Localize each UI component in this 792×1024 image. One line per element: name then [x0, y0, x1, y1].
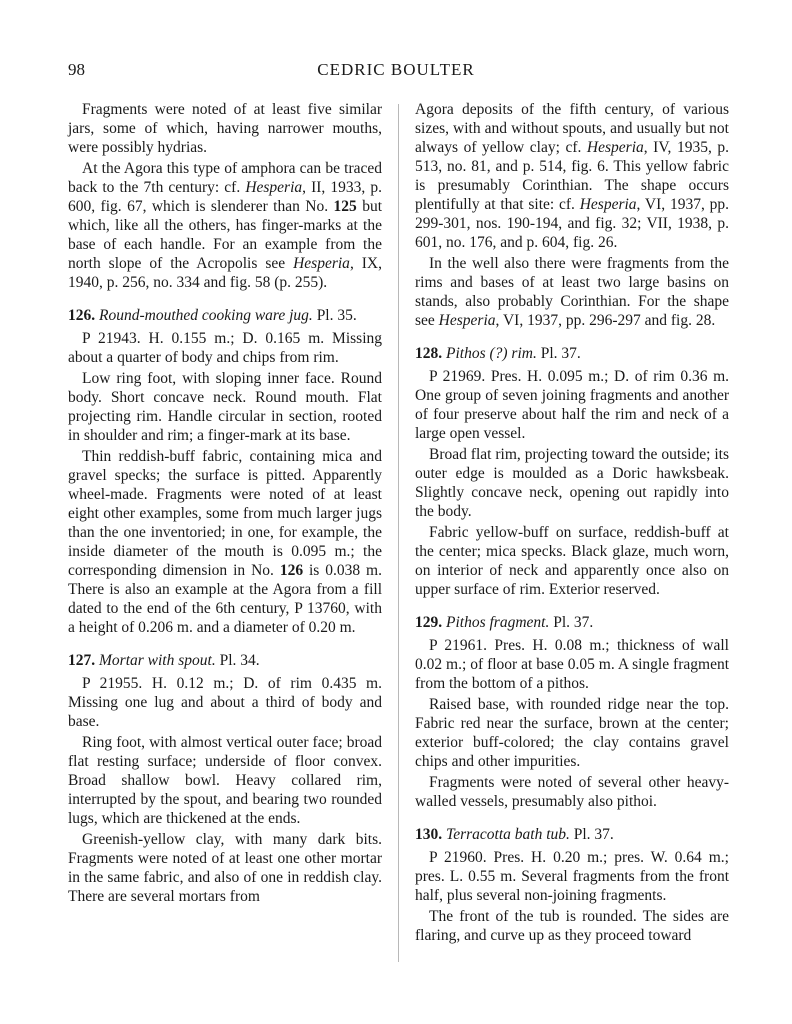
catalogue-entry-heading: 129. Pithos fragment. Pl. 37. [415, 614, 594, 631]
paragraph: P 21969. Pres. H. 0.095 m.; D. of rim 0.36 m. One group of seven joining fragments and another of four preserve about half the rim and neck of a large open vessel. [415, 368, 729, 442]
paragraph: Thin reddish-buff fabric, containing mica and gravel specks; the surface is pitted. Apparently wheel-made. Fragments were noted of at least eight other examples, some from much larger jugs than the one inventoried; in one, for example, the inside diameter of the mouth is 0.095 m.; the corresponding dimension in No. 126 is 0.038 m. There is also an example at the Agora from a fill dated to the end of the 6th century, P 13760, with a height of 0.206 m. and a diameter of 0.20 m. [68, 448, 382, 636]
paragraph: P 21943. H. 0.155 m.; D. 0.165 m. Missing about a quarter of body and chips from rim. [68, 330, 382, 366]
paragraph: P 21961. Pres. H. 0.08 m.; thickness of wall 0.02 m.; of floor at base 0.05 m. A single fragment from the bottom of a pithos. [415, 637, 729, 692]
paragraph: P 21955. H. 0.12 m.; D. of rim 0.435 m. Missing one lug and about a third of body and base. [68, 675, 382, 730]
paragraph: Fabric yellow-buff on surface, reddish-buff at the center; mica specks. Black glaze, much worn, on interior of neck and apparently once also on upper surface of rim. Exterior reserved. [415, 524, 729, 598]
left-column [68, 100, 382, 908]
paragraph: Raised base, with rounded ridge near the top. Fabric red near the surface, brown at the center; exterior buff-colored; the clay contains gravel chips and other impurities. [415, 696, 729, 770]
catalogue-entry-heading: 126. Round-mouthed cooking ware jug. Pl. 35. [68, 307, 357, 324]
page-header [0, 60, 792, 84]
paragraph: Low ring foot, with sloping inner face. Round body. Short concave neck. Round mouth. Flat projecting rim. Handle circular in section, rooted in shoulder and rim; a finger-mark at its base. [68, 370, 382, 444]
paragraph: At the Agora this type of amphora can be traced back to the 7th century: cf. Hesperia, II, 1933, p. 600, fig. 67, which is slenderer than No. 125 but which, like all the others, has finger-marks at the base of each handle. For an example from the north slope of the Acropolis see Hesperia, IX, 1940, p. 256, no. 334 and fig. 58 (p. 255). [68, 160, 383, 291]
catalogue-entry-heading: 127. Mortar with spout. Pl. 34. [68, 652, 260, 669]
paragraph: In the well also there were fragments from the rims and bases of at least two large basins on stands, also probably Corinthian. For the shape see Hesperia, VI, 1937, pp. 296-297 and fig. 28. [415, 255, 729, 329]
paragraph: Greenish-yellow clay, with many dark bits. Fragments were noted of at least one other mortar in the same fabric, and also of one in reddish clay. There are several mortars from [68, 831, 382, 905]
paragraph: Broad flat rim, projecting toward the outside; its outer edge is moulded as a Doric hawksbeak. Slightly concave neck, opening out rapidly into the body. [415, 446, 729, 520]
catalogue-entry-heading: 128. Pithos (?) rim. Pl. 37. [415, 345, 581, 362]
page-number: 98 [68, 60, 85, 79]
paragraph: Fragments were noted of at least five similar jars, some of which, having narrower mouths, were possibly hydrias. [68, 101, 382, 156]
paragraph: Ring foot, with almost vertical outer face; broad flat resting surface; underside of floor convex. Broad shallow bowl. Heavy collared rim, interrupted by the spout, and bearing two rounded lugs, which are thickened at the ends. [68, 734, 382, 827]
paragraph: P 21960. Pres. H. 0.20 m.; pres. W. 0.64 m.; pres. L. 0.55 m. Several fragments from the front half, plus several non-joining fragments. [415, 849, 729, 904]
catalogue-entry-heading: 130. Terracotta bath tub. Pl. 37. [415, 826, 614, 843]
paragraph: The front of the tub is rounded. The sides are flaring, and curve up as they proceed toward [415, 908, 729, 944]
right-column [415, 100, 729, 947]
column-divider [398, 104, 399, 962]
running-head: CEDRIC BOULTER [317, 60, 475, 79]
paragraph: Agora deposits of the fifth century, of various sizes, with and without spouts, and usually but not always of yellow clay; cf. Hesperia, IV, 1935, p. 513, no. 81, and p. 514, fig. 6. This yellow fabric is presumably Corinthian. The shape occurs plentifully at that site: cf. Hesperia, VI, 1937, pp. 299-301, nos. 190-194, and fig. 32; VII, 1938, p. 601, no. 176, and p. 604, fig. 26. [415, 101, 730, 251]
paragraph: Fragments were noted of several other heavy-walled vessels, presumably also pithoi. [415, 774, 729, 810]
